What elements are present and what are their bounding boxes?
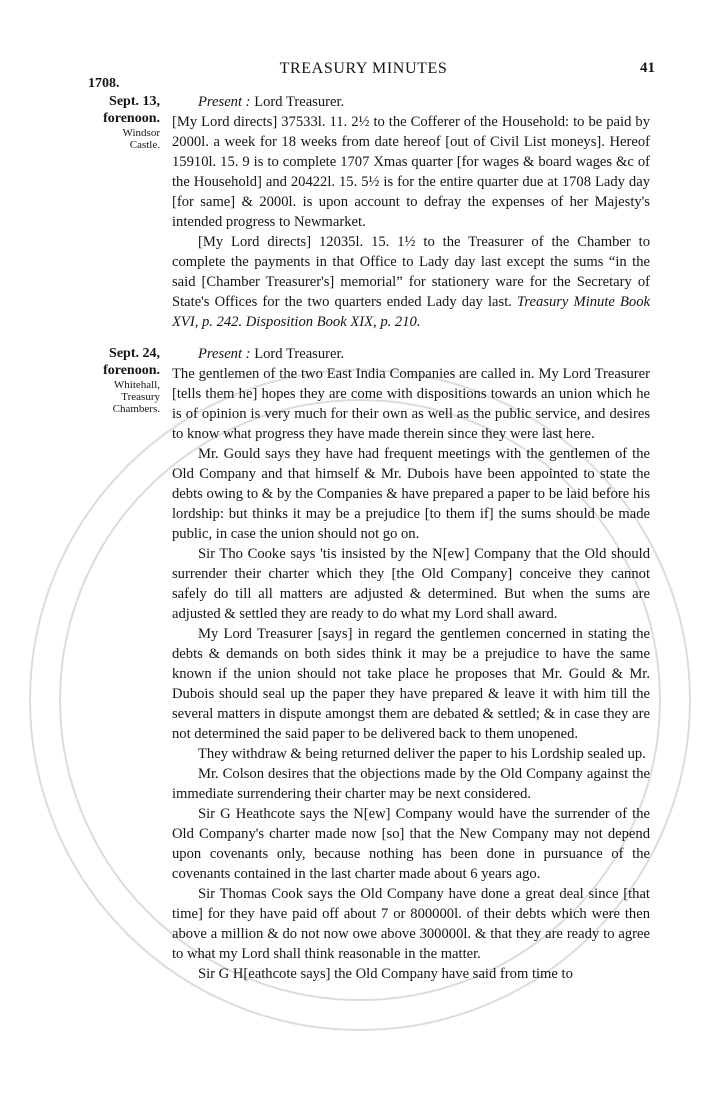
- present-value: Lord Treasurer.: [254, 94, 345, 110]
- page-number: 41: [640, 60, 655, 76]
- source-reference: Treasury Minute Book XVI, p. 242. Disposition Book XIX, p. 210.: [172, 294, 650, 330]
- margin-note-entry-2: [60, 345, 160, 415]
- entry-place: Whitehall,: [113, 379, 160, 391]
- paragraph: [172, 232, 650, 332]
- paragraph-text: [My Lord directs] 12035l. 15. 1½ to the Treasurer of the Chamber to complete the payments in that Office to Lady day last except the sums “in the said [Chamber Treasurer's] memorial” for stationery ware for the Secretary of State's Offices for the two quarters ended Lady day last.: [172, 234, 650, 310]
- present-label: Present :: [198, 346, 251, 362]
- present-line: [172, 92, 650, 112]
- entry-place: Treasury: [121, 391, 160, 403]
- paragraph: Mr. Colson desires that the objections made by the Old Company against the immediate surrendering their charter may be next considered.: [172, 766, 650, 802]
- running-title: TREASURY MINUTES: [279, 60, 448, 77]
- entry-place: Chambers.: [112, 403, 160, 415]
- entry-date: Sept. 13,: [109, 94, 160, 109]
- paragraph: The gentlemen of the two East India Companies are called in. My Lord Treasurer [tells them he] hopes they are come with dispositions towards an union which he is of opinion is very much for their own as well as the public service, and desires to know what progress they have made therein since they were last here.: [172, 366, 650, 442]
- margin-note-entry-1: [60, 93, 160, 151]
- entry-place: Windsor: [122, 127, 160, 139]
- entry-date: Sept. 24,: [109, 346, 160, 361]
- paragraph: Sir Tho Cooke says 'tis insisted by the N[ew] Company that the Old should surrender their charter which they [the Old Company] conceive they cannot safely do till all matters are adjusted & determined. But when the sums are adjusted & settled they are ready to do what my Lord shall award.: [172, 546, 650, 622]
- paragraph: They withdraw & being returned deliver the paper to his Lordship sealed up.: [198, 746, 646, 762]
- paragraph: Mr. Gould says they have had frequent meetings with the gentlemen of the Old Company and that himself & Mr. Dubois have been appointed to state the debts owing to & by the Companies & have prepared a paper to be laid before his lordship: but thinks it may be a prejudice [to them if] the sums should be made public, in case the union should not go on.: [172, 446, 650, 542]
- entry-place: Castle.: [129, 139, 160, 151]
- present-line: [172, 344, 650, 364]
- paragraph: [My Lord directs] 37533l. 11. 2½ to the Cofferer of the Household: to be paid by 2000l. a week for 18 weeks from date hereof [out of Civil List moneys]. Hereof 15910l. 15. 9 is to complete 1707 Xmas quarter [for wages & board wages &c of the Household] and 20422l. 15. 5½ is for the entire quarter due at 1708 Lady day [for same] & 2000l. is upon account to defray the expenses of her Majesty's intended progress to Newmarket.: [172, 114, 650, 230]
- present-label: Present :: [198, 94, 251, 110]
- entry-1-text: [172, 92, 650, 332]
- paragraph: My Lord Treasurer [says] in regard the gentlemen concerned in stating the debts & demands on both sides think it may be a prejudice to have the same known if the union should not take place he proposes that Mr. Gould & Mr. Dubois should seal up the paper they have prepared & leave it with him till the several matters in dispute amongst them are debated & settled; & in case they are not determined the said paper to be delivered back to them unopened.: [172, 626, 650, 742]
- paragraph: Sir G Heathcote says the N[ew] Company would have the surrender of the Old Company's charter made now [so] that the New Company may not depend upon covenants only, because nothing has been done in pursuance of the covenants contained in the last charter made about 6 years ago.: [172, 806, 650, 882]
- entry-2-text: [172, 344, 650, 984]
- paragraph: Sir G H[eathcote says] the Old Company have said from time to: [198, 966, 573, 982]
- entry-time: forenoon.: [103, 111, 160, 126]
- year-heading: 1708.: [88, 76, 120, 91]
- entry-time: forenoon.: [103, 363, 160, 378]
- present-value: Lord Treasurer.: [254, 346, 345, 362]
- paragraph: Sir Thomas Cook says the Old Company have done a great deal since [that time] for they have paid off about 7 or 800000l. of their debts which were then above a million & do not now owe above 300000l. & that they are ready to agree to what my Lord shall think reasonable in the matter.: [172, 886, 650, 962]
